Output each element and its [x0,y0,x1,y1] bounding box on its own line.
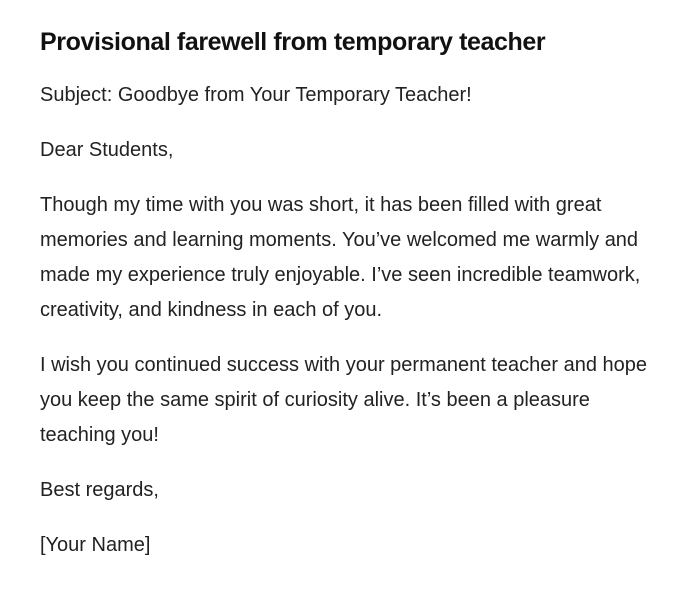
signature: [Your Name] [40,534,151,556]
greeting: Dear Students, [40,139,174,161]
body-paragraph-2: I wish you continued success with your permanent teacher and hope you keep the same spirit of curiosity alive. It’s been a pleasure teaching you! [40,354,648,446]
email-subject: Subject: Goodbye from Your Temporary Teacher! [40,84,472,106]
body-paragraph-1: Though my time with you was short, it has been filled with great memories and learning moments. You’ve welcomed me warmly and made my experience truly enjoyable. I’ve seen incredible teamwork, creativity, and kindness in each of you. [40,194,641,321]
closing: Best regards, [40,479,159,501]
document-title: Provisional farewell from temporary teacher [40,28,546,56]
